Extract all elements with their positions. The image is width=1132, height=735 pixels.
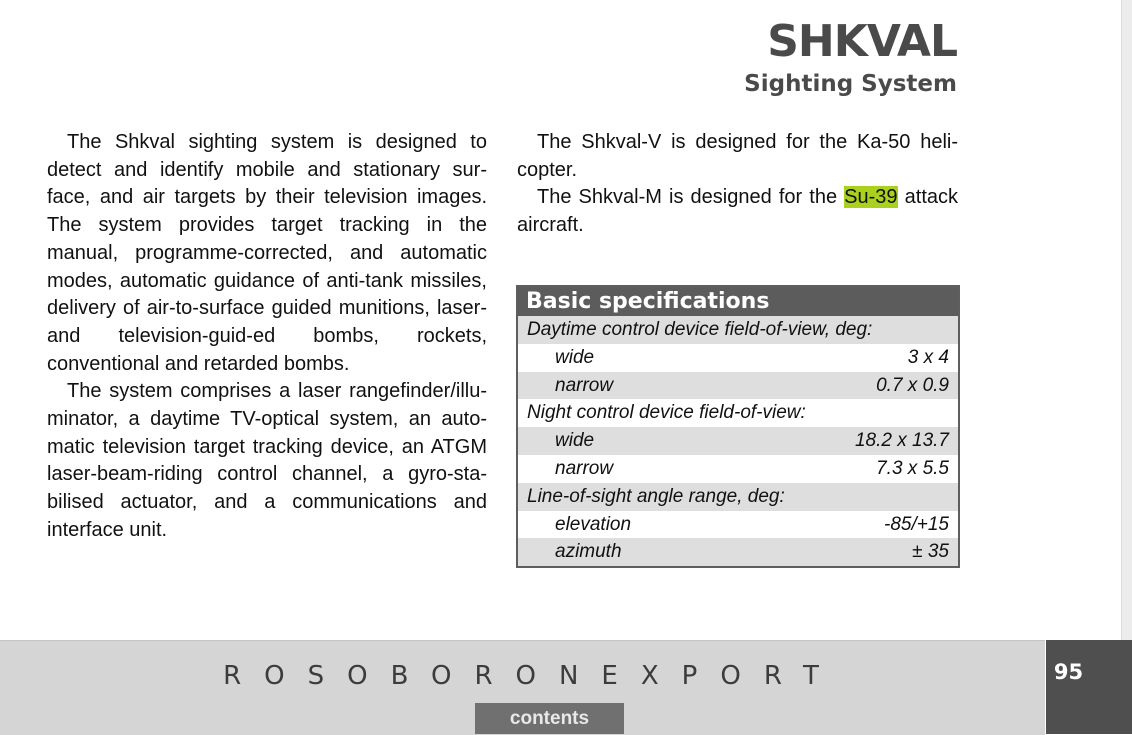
spec-value: 18.2 x 13.7 — [854, 430, 949, 452]
specs-row-day-wide — [518, 344, 958, 372]
specs-row-azimuth — [518, 538, 958, 566]
specs-row-elevation — [518, 511, 958, 539]
left-column — [47, 129, 487, 545]
spec-label: wide — [555, 346, 595, 368]
spec-label: elevation — [555, 513, 632, 535]
page-title: SHKVAL — [767, 16, 957, 67]
specs-row-day-fov — [518, 316, 958, 344]
shkval-m-text-before: The Shkval-M is designed for the — [537, 186, 845, 209]
paragraph-purpose: The Shkval sighting system is designed to detect and identify mobile and stationary sur-face, and air targets by their television images. The system provides target tracking in the manual, programme-corrected, and automatic modes, automatic guidance of anti-tank missiles, delivery of air-to-surface guided munitions, laser- and television-guid-ed bombs, rockets, conventional and retarded bombs. — [47, 131, 487, 375]
brand-wordmark: ROSOBORONEXPORT — [223, 661, 842, 691]
specs-title: Basic specifications — [518, 287, 958, 316]
page-number-box — [1046, 640, 1132, 734]
specs-row-night-wide — [518, 427, 958, 455]
spec-label: Daytime control device field-of-view, deg: — [527, 319, 873, 340]
paragraph-shkval-v: The Shkval-V is designed for the Ka-50 heli-copter. — [517, 131, 958, 181]
spec-value: 0.7 x 0.9 — [876, 374, 949, 396]
shkval-m-text-after: attack aircraft. — [517, 186, 959, 237]
spec-value: 7.3 x 5.5 — [876, 457, 949, 479]
su39-highlight: Su-39 — [844, 186, 898, 209]
spec-label: Night control device field-of-view: — [527, 402, 806, 424]
spec-value: ± 35 — [912, 541, 949, 563]
specs-row-night-narrow — [518, 455, 958, 483]
spec-label: narrow — [555, 457, 614, 479]
spec-label: azimuth — [555, 541, 622, 563]
spec-label: narrow — [555, 374, 614, 396]
spec-value: 3 x 4 — [907, 346, 949, 368]
spec-label: Line-of-sight angle range, deg: — [527, 485, 785, 507]
paragraph-composition: The system comprises a laser rangefinder/illu-minator, a daytime TV-optical system, an auto-matic television target tracking device, an ATGM laser-beam-riding control channel, a gyro-sta-bilised actuator, and a communications and interface unit. — [47, 380, 487, 541]
page-edge — [1121, 0, 1132, 640]
contents-button[interactable]: contents — [475, 703, 624, 734]
right-column — [517, 129, 958, 240]
paragraph-shkval-m — [517, 184, 958, 239]
specs-row-los-range — [518, 483, 958, 511]
footer-bar — [0, 640, 1045, 735]
specs-row-day-narrow — [518, 372, 958, 400]
page-subtitle: Sighting System — [744, 71, 957, 97]
specs-row-night-fov — [518, 399, 958, 427]
specs-table — [516, 285, 960, 568]
spec-value: -85/+15 — [884, 513, 949, 535]
page-number: 95 — [1053, 660, 1084, 684]
spec-label: wide — [555, 430, 595, 452]
